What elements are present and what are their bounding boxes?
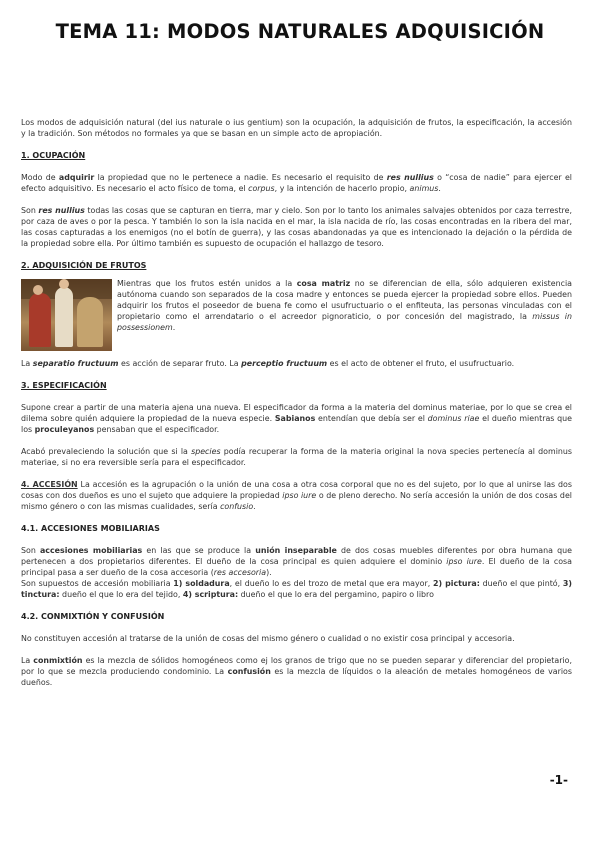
ocupacion-paragraph-2: Son res nullius todas las cosas que se capturan en tierra, mar y cielo. Son por lo tanto los animales salvajes obtenidos por caza terrestre, por caza de aves o por la pesca. Y también lo son la isla nacida en el mar, la isla nacida de río, las cosas encontradas en la ribera del mar, las cosas capturadas a los enemigos (no el botín de guerra), y las cosas abandonadas ya que es intencionado la dejación o la pérdida de la propiedad sobre ella. Por último también es supuesto de ocupación el hallazgo de tesoro. [21, 206, 572, 248]
section-heading-conmixtion: 4.2. CONMIXTIÓN Y CONFUSIÓN [21, 612, 165, 621]
intro-paragraph: Los modos de adquisición natural (del ius naturale o ius gentium) son la ocupación, la adquisición de frutos, la especificación, la accesión y la tradición. Son métodos no formales ya que se basan en un simple acto de apropiación. [21, 118, 572, 138]
mobiliarias-paragraph-2: Son supuestos de accesión mobiliaria 1) soldadura, el dueño lo es del trozo de metal que era mayor, 2) pictura: dueño el que pintó, 3) tinctura: dueño el que lo era del tejido, 4) scriptura: dueño el que lo era del pergamino, papiro o libro [21, 579, 573, 599]
section-heading-especificacion: 3. ESPECIFICACIÓN [21, 381, 107, 390]
document-body [21, 117, 572, 688]
accesion-paragraph: 4. ACCESIÓN La accesión es la agrupación o la unión de una cosa a otra cosa corporal que no es del sujeto, por lo que al unirse las dos cosas con dos dueños es uno el sujeto que adquiere la propiedad ipso iure o de pleno derecho. No sería accesión la unión de dos cosas del mismo género o con las mismas cualidades, sería confusio. [21, 480, 572, 511]
especificacion-paragraph-1: Supone crear a partir de una materia ajena una nueva. El especificador da forma a la materia del dominus materiae, por lo que se crea el dilema sobre quién adquiere la propiedad de la nueva especie. Sabianos entendían que debía ser el dominus riae el dueño mientras que los proculeyanos pensaban que el especificador. [21, 403, 573, 434]
mobiliarias-paragraph-1: Son accesiones mobiliarias en las que se produce la unión inseparable de dos cosas muebles diferentes por obra humana que pertenecen a dos propietarios diferentes. El dueño de la cosa principal es quien adquiere el dominio ipso iure. El dueño de la cosa principal pasa a ser dueño de la cosa accesoria (res accesoria). [21, 546, 572, 577]
page-number: -1- [549, 773, 568, 787]
frutos-paragraph-2: La separatio fructuum es acción de separar fruto. La perceptio fructuum es el acto de obtener el fruto, el usufructuario. [21, 359, 515, 368]
classical-painting-image [21, 279, 112, 351]
conmixtion-paragraph-2: La conmixtión es la mezcla de sólidos homogéneos como ej los granos de trigo que no se pueden separar y diferenciar del propietario, por lo que se mezcla produciendo condominio. La confusión es la mezcla de líquidos o la aleación de metales homogéneos de varios dueños. [21, 656, 572, 687]
especificacion-paragraph-2: Acabó prevaleciendo la solución que si la species podía recuperar la forma de la materia original la nova species pertenecía al dominus materiae, si no era reversible sería para el especificador. [21, 447, 572, 467]
conmixtion-paragraph-1: No constituyen accesión al tratarse de la unión de cosas del mismo género o cualidad o no existir cosa principal y accesoria. [21, 634, 515, 643]
section-heading-ocupacion: 1. OCUPACIÓN [21, 151, 86, 160]
frutos-figure-row [21, 278, 572, 351]
section-heading-accesion: 4. ACCESIÓN [21, 480, 78, 489]
ocupacion-paragraph-1: Modo de adquirir la propiedad que no le pertenece a nadie. Es necesario el requisito de res nullius o “cosa de nadie” para ejercer el efecto adquisitivo. Es necesario el acto físico de toma, el corpus, y la intención de hacerlo propio, animus. [21, 173, 572, 193]
frutos-paragraph-1: Mientras que los frutos estén unidos a la cosa matriz no se diferencian de ella, sólo adquieren existencia autónoma cuando son separados de la cosa madre y entonces se pueda ejercer la propiedad sobre ellos. Pueden adquirir los frutos el poseedor de buena fe como el usufructuario o el enfiteuta, las personas vinculadas con el propietario como el arrendatario o el acreedor pignoraticio, o por concesión del magistrado, la missus in possessionem. [117, 279, 572, 332]
section-heading-accesiones-mobiliarias: 4.1. ACCESIONES MOBILIARIAS [21, 524, 160, 533]
page-title: TEMA 11: MODOS NATURALES ADQUISICIÓN [55, 20, 545, 43]
section-heading-frutos: 2. ADQUISICIÓN DE FRUTOS [21, 261, 147, 270]
